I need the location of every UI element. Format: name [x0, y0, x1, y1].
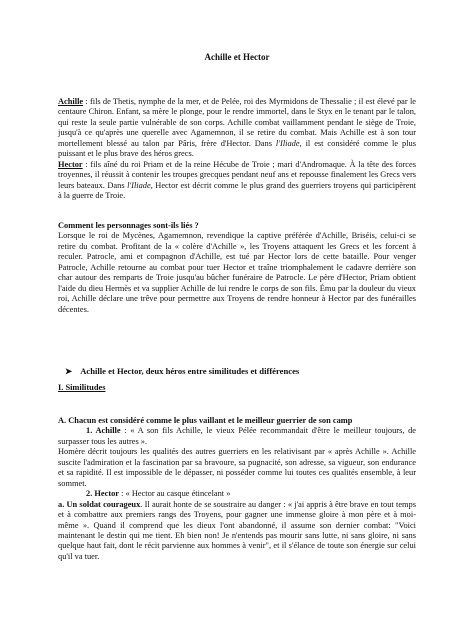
- achille-name: Achille: [58, 97, 84, 106]
- hector-text-a: : fils aîné du roi Priam et de la reine Hécube de Troie ; mari d'Andromaque. À la tête des forces troyennes, il réussit à contenir les troupes grecques pendant neuf ans et repousse finalement les Grecs vers leurs bateaux. Dans: [58, 159, 416, 190]
- hector-text-b: , Hector est décrit comme le plus grand des guerriers troyens qui participèrent à la guerre de Troie.: [58, 180, 416, 201]
- achille-text-a: : fils de Thetis, nymphe de la mer, et de Pelée, roi des Myrmidons de Thessalie ; il est élevé par le centaure Chiron. Enfant, sa mère le plonge, pour le rendre immortel, dans le Styx en le tenant par le talon, qui reste la seule partie vulnérable de son corps. Achille combat vaillamment pendant le siège de Troie, jusqu'à ce qu'après une querelle avec Agamemnon, il se retire du combat. Mais Achille est à son tour mortellement blessé au talon par Pâris, frère d'Hector. Dans: [58, 97, 416, 148]
- item1-label: 1. Achille: [86, 426, 121, 436]
- section-bullet: [65, 366, 299, 377]
- sub-a-label: a. Un soldat courageux: [58, 499, 141, 509]
- bullet-text: Achille et Hector, deux héros entre similitudes et différences: [80, 366, 300, 376]
- achille-paragraph: [58, 97, 416, 202]
- similitudes-heading: I. Similitudes: [58, 383, 106, 392]
- achille-italic: l'Iliade: [275, 138, 300, 148]
- similitudes-body: [58, 416, 416, 562]
- homere-text: Homère décrit toujours les qualités des autres guerriers en les relativisant par « après Achille ». Achille suscite l'admiration et la fascination par sa bravoure, sa pugnacité, son adresse, sa vigueur, son endurance et sa rapidité. Il est impossible de le dépasser, ni posséder comme lui toutes ces qualités ensemble, à leur sommet.: [58, 447, 416, 488]
- sub-a-text: . Il aurait honte de se soustraire au danger : « j'ai appris à être brave en tout temps et à combattre aux premiers rangs des Troyens, pour gagner une immense gloire à mon père et à moi-même ». Quand il comprend que les dieux l'ont abandonné, il assume son dernier combat: "Voici maintenant le destin qui me tient. Eh bien non! Je n'entends pas mourir sans lutte, ni sans gloire, ni sans quelque haut fait, dont le récit parvienne aux hommes à venir", et il s'élance de toute son énergie sur celui qu'il va tuer.: [58, 499, 416, 561]
- achille-text-b: , il est considéré comme le plus puissant et le plus brave des héros grecs.: [58, 138, 417, 159]
- question-paragraph: [58, 221, 416, 315]
- hector-name: Hector: [58, 159, 83, 169]
- item2-text: : « Hector au casque étincelant »: [119, 489, 231, 499]
- question-heading: Comment les personnages sont-ils liés ?: [58, 221, 199, 230]
- item1-text: : « A son fils Achille, le vieux Pélée recommandait d'être le meilleur toujours, de surpasser tous les autres ».: [58, 426, 416, 446]
- subheading-a: A. Chacun est considéré comme le plus vaillant et le meilleur guerrier de son camp: [58, 416, 353, 425]
- hector-italic: l'Iliade: [127, 180, 151, 190]
- question-text: Lorsque le roi de Mycènes, Agamemnon, revendique la captive préférée d'Achille, Briséis, celui-ci se retire du combat. Profitant de la « colère d'Achille », les Troyens attaquent les Grecs et les forcent à reculer. Patrocle, ami et compagnon d'Achille, est tué par Hector lors de cette bataille. Pour venger Patrocle, Achille retourne au combat pour tuer Hector et traîne triomphalement le cadavre derrière son char autour des remparts de Troie jusqu'au bûcher funéraire de Patrocle. Le père d'Hector, Priam obtient l'aide du dieu Hermès et va supplier Achille de lui rendre le corps de son fils. Ému par la douleur du vieux roi, Achille déclare une trêve pour permettre aux Troyens de rendre honneur à Hector par des funérailles décentes.: [58, 231, 416, 314]
- document-title: Achille et Hector: [204, 52, 270, 62]
- arrow-bullet-icon: ➤: [65, 366, 73, 376]
- item2-label: 2. Hector: [86, 489, 120, 499]
